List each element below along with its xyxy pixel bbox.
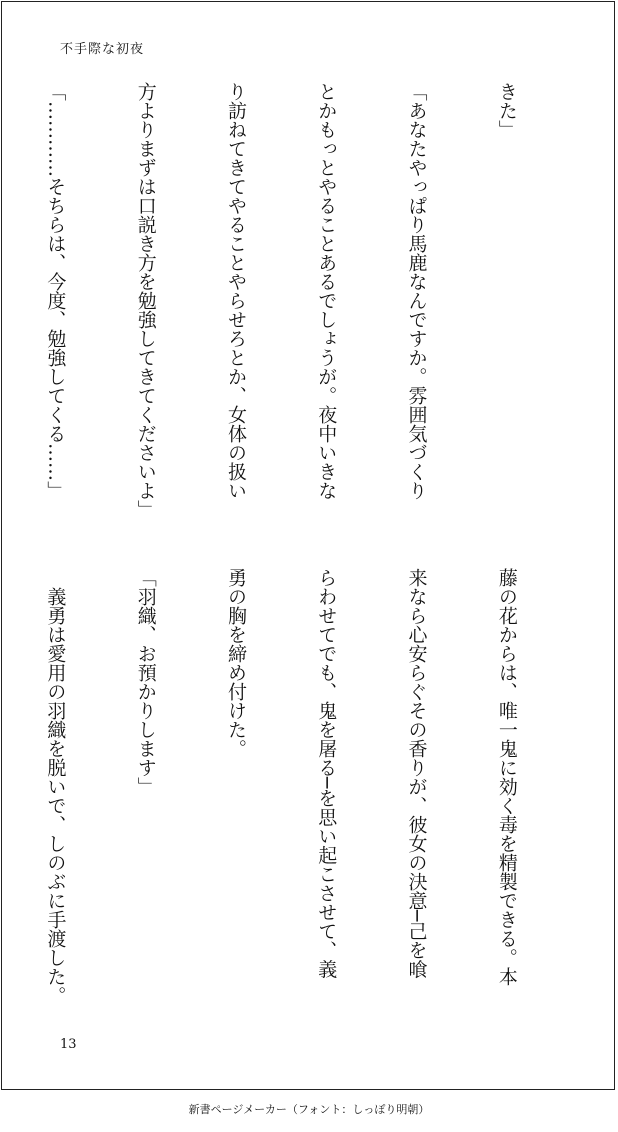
footer-caption: 新書ページメーカー（フォント：しっぽり明朝） [188, 1103, 430, 1116]
text-block-bottom [10, 568, 582, 1028]
text-block-top [10, 82, 582, 536]
text-line: らわせてでも、鬼を屠る─を思い起こさせて、義 [315, 568, 338, 979]
text-line: きた」 [495, 82, 518, 139]
text-line: 来なら心安らぐその香りが、彼女の決意─己を喰 [405, 568, 428, 979]
running-title: 不手際な初夜 [60, 42, 145, 57]
text-line: 方よりまずは口説き方を勉強してきてくださいよ」 [134, 82, 157, 519]
text-line: とかもっとやることあるでしょうが。夜中いきな [315, 82, 338, 500]
text-line: 勇の胸を締め付けた。 [224, 568, 247, 758]
page-number: 13 [60, 1037, 77, 1052]
text-line: 「あなたやっぱり馬鹿なんですか。雰囲気づくり [405, 82, 428, 500]
text-line: り訪ねてきてやることやらせろとか、女体の扱い [224, 82, 247, 500]
text-line: 「羽織、お預かりします」 [134, 568, 157, 796]
text-line: 義勇は愛用の羽織を脱いで、しのぶに手渡した。 [44, 568, 67, 1005]
text-line: 藤の花からは、唯一鬼に効く毒を精製できる。本 [495, 568, 518, 986]
page-frame [1, 1, 615, 1090]
text-line: 「…………そちらは、今度、勉強してくる……」 [44, 82, 67, 500]
